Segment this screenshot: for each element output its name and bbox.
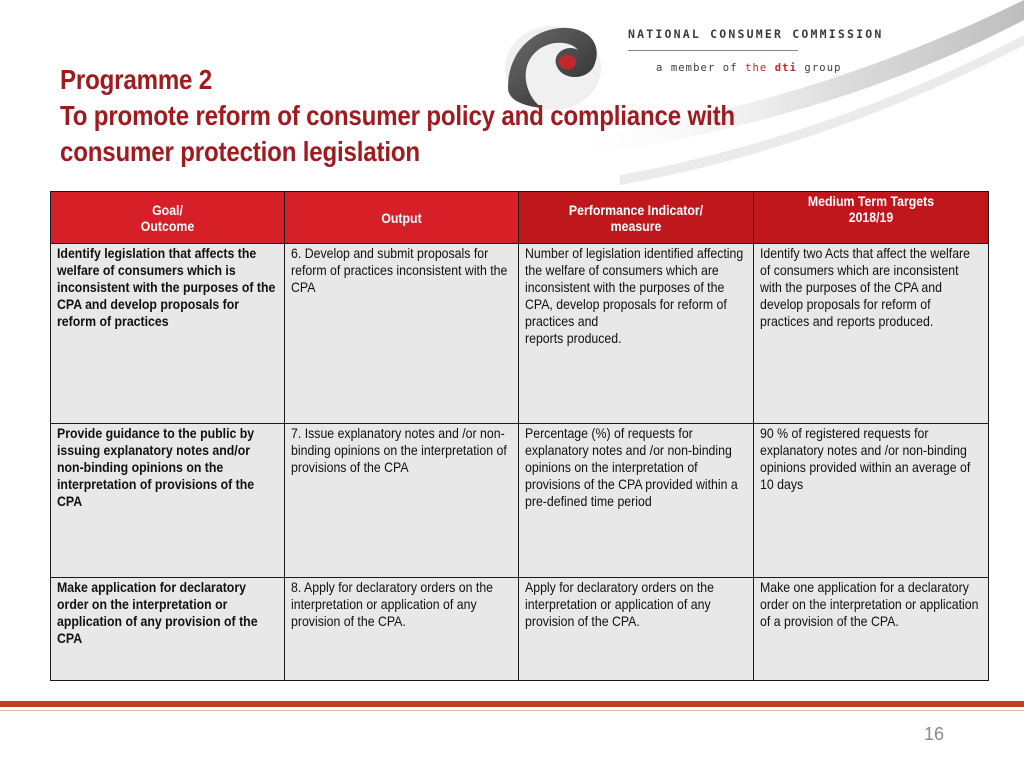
header-medium-term-targets: Medium Term Targets 2018/19 — [754, 192, 989, 244]
table-row — [51, 424, 989, 578]
header-goal-outcome: Goal/ Outcome — [51, 192, 285, 244]
goal-cell: Identify legislation that affects the welfare of consumers which is inconsistent with the purposes of the CPA and develop proposals for reform of practices — [51, 244, 285, 424]
header-output: Output — [285, 192, 519, 244]
goal-cell: Make application for declaratory order on the interpretation or application of any provision of the CPA — [51, 578, 285, 681]
goal-cell: Provide guidance to the public by issuing explanatory notes and/or non-binding opinions on the interpretation of provisions of the CPA — [51, 424, 285, 578]
title-line-2: To promote reform of consumer policy and compliance with — [60, 100, 735, 131]
output-cell: 6. Develop and submit proposals for reform of practices inconsistent with the CPA — [285, 244, 519, 424]
target-cell: 90 % of registered requests for explanatory notes and /or non-binding opinions provided within an average of 10 days — [754, 424, 989, 578]
indicator-cell: Percentage (%) of requests for explanatory notes and /or non-binding opinions on the interpretation of provisions of the CPA provided within a pre-defined time period — [519, 424, 754, 578]
organization-name: NATIONAL CONSUMER COMMISSION — [628, 27, 884, 41]
title-line-1: Programme 2 — [60, 64, 213, 95]
slide-title — [60, 62, 765, 170]
indicator-cell: Number of legislation identified affecting the welfare of consumers which are inconsistent with the purposes of the CPA, develop proposals for reform of practices and reports produced. — [519, 244, 754, 424]
footer-line — [0, 710, 1024, 711]
page-number: 16 — [923, 724, 944, 744]
header-divider — [628, 50, 798, 51]
header-performance-indicator: Performance Indicator/ measure — [519, 192, 754, 244]
output-cell: 7. Issue explanatory notes and /or non-binding opinions on the interpretation of provisions of the CPA — [285, 424, 519, 578]
indicator-cell: Apply for declaratory orders on the interpretation or application of any provision of the CPA. — [519, 578, 754, 681]
target-cell: Identify two Acts that affect the welfare of consumers which are inconsistent with the purposes of the CPA and develop proposals for reform of practices and reports produced. — [754, 244, 989, 424]
footer-bar — [0, 701, 1024, 707]
programme-table — [50, 191, 989, 681]
table-row — [51, 244, 989, 424]
tagline-suffix: group — [797, 62, 842, 74]
tagline-dti: dti — [774, 62, 798, 74]
output-cell: 8. Apply for declaratory orders on the interpretation or application of any provision of the CPA. — [285, 578, 519, 681]
tagline-prefix: a member of — [656, 62, 746, 74]
table-row — [51, 578, 989, 681]
target-cell: Make one application for a declaratory order on the interpretation or application of a provision of the CPA. — [754, 578, 989, 681]
table-header-row — [51, 192, 989, 244]
tagline-the: the — [745, 62, 775, 74]
title-line-3: consumer protection legislation — [60, 136, 420, 167]
